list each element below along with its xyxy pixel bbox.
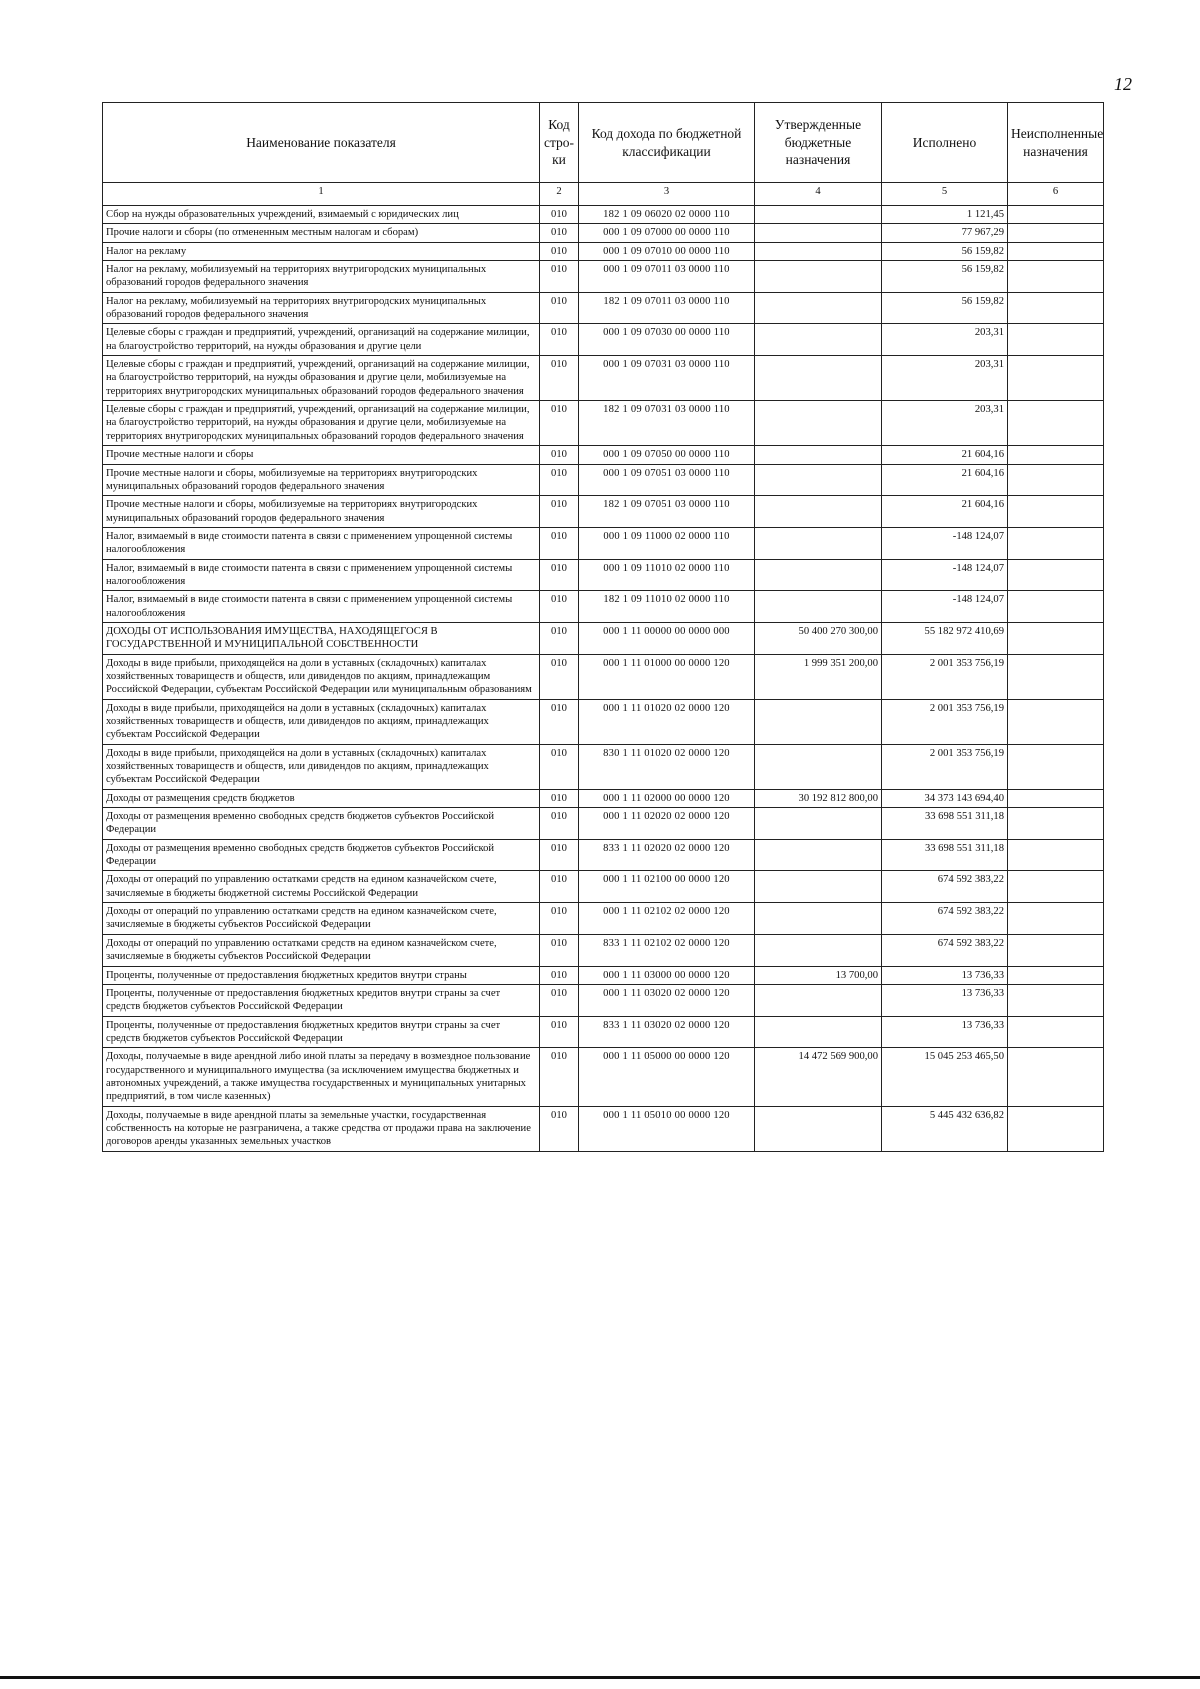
table-row <box>103 591 1104 623</box>
row-approved <box>755 261 882 293</box>
row-line-code: 010 <box>540 292 579 324</box>
row-line-code: 010 <box>540 966 579 984</box>
table-row <box>103 1106 1104 1151</box>
row-kbk-code: 000 1 11 03020 02 0000 120 <box>579 984 755 1016</box>
row-line-code: 010 <box>540 1016 579 1048</box>
row-kbk-code: 833 1 11 02020 02 0000 120 <box>579 839 755 871</box>
row-kbk-code: 182 1 09 11010 02 0000 110 <box>579 591 755 623</box>
table-row <box>103 654 1104 699</box>
row-kbk-code: 000 1 09 11000 02 0000 110 <box>579 527 755 559</box>
row-unexecuted <box>1008 699 1104 744</box>
table-row <box>103 984 1104 1016</box>
row-kbk-code: 182 1 09 06020 02 0000 110 <box>579 206 755 224</box>
row-name: Прочие налоги и сборы (по отмененным местным налогам и сборам) <box>103 224 540 242</box>
table-row <box>103 808 1104 840</box>
header-approved: Утвержденные бюджетные назначения <box>755 103 882 183</box>
row-executed: -148 124,07 <box>882 591 1008 623</box>
row-unexecuted <box>1008 984 1104 1016</box>
row-executed: 34 373 143 694,40 <box>882 789 1008 807</box>
row-unexecuted <box>1008 356 1104 401</box>
row-approved <box>755 871 882 903</box>
row-executed: -148 124,07 <box>882 527 1008 559</box>
row-approved <box>755 559 882 591</box>
row-executed: 2 001 353 756,19 <box>882 744 1008 789</box>
table-row <box>103 401 1104 446</box>
table-row <box>103 356 1104 401</box>
row-name: Доходы от размещения временно свободных средств бюджетов субъектов Российской Федерации <box>103 839 540 871</box>
table-row <box>103 527 1104 559</box>
row-kbk-code: 000 1 09 07050 00 0000 110 <box>579 446 755 464</box>
table-row <box>103 261 1104 293</box>
row-unexecuted <box>1008 401 1104 446</box>
row-line-code: 010 <box>540 356 579 401</box>
row-approved <box>755 401 882 446</box>
row-executed: 2 001 353 756,19 <box>882 699 1008 744</box>
row-executed: 56 159,82 <box>882 292 1008 324</box>
row-kbk-code: 000 1 09 07000 00 0000 110 <box>579 224 755 242</box>
row-unexecuted <box>1008 808 1104 840</box>
table-row <box>103 224 1104 242</box>
row-executed: 1 121,45 <box>882 206 1008 224</box>
table-row <box>103 559 1104 591</box>
table-row <box>103 699 1104 744</box>
row-kbk-code: 000 1 11 02102 02 0000 120 <box>579 903 755 935</box>
row-line-code: 010 <box>540 1048 579 1106</box>
table-row <box>103 292 1104 324</box>
row-executed: 56 159,82 <box>882 242 1008 260</box>
table-row <box>103 744 1104 789</box>
row-line-code: 010 <box>540 527 579 559</box>
row-kbk-code: 000 1 11 05000 00 0000 120 <box>579 1048 755 1106</box>
row-approved: 14 472 569 900,00 <box>755 1048 882 1106</box>
row-approved <box>755 496 882 528</box>
row-name: Проценты, полученные от предоставления бюджетных кредитов внутри страны <box>103 966 540 984</box>
row-unexecuted <box>1008 622 1104 654</box>
table-row <box>103 242 1104 260</box>
row-executed: 15 045 253 465,50 <box>882 1048 1008 1106</box>
row-unexecuted <box>1008 324 1104 356</box>
row-executed: 33 698 551 311,18 <box>882 839 1008 871</box>
row-line-code: 010 <box>540 903 579 935</box>
row-name: Целевые сборы с граждан и предприятий, учреждений, организаций на содержание милиции, на благоустройство территорий, на нужды образования и другие цели <box>103 324 540 356</box>
table-row <box>103 206 1104 224</box>
row-approved <box>755 206 882 224</box>
row-name: Доходы от операций по управлению остатками средств на едином казначейском счете, зачисляемые в бюджеты субъектов Российской Федерации <box>103 903 540 935</box>
row-kbk-code: 000 1 09 07030 00 0000 110 <box>579 324 755 356</box>
row-line-code: 010 <box>540 984 579 1016</box>
table-row <box>103 446 1104 464</box>
row-executed: 21 604,16 <box>882 464 1008 496</box>
row-line-code: 010 <box>540 224 579 242</box>
row-executed: 674 592 383,22 <box>882 903 1008 935</box>
row-name: Налог на рекламу, мобилизуемый на территориях внутригородских муниципальных образований городов федерального значения <box>103 292 540 324</box>
row-kbk-code: 000 1 11 01000 00 0000 120 <box>579 654 755 699</box>
row-name: Доходы, получаемые в виде арендной платы за земельные участки, государственная собственность на которые не разграничена, а также средства от продажи права на заключение договоров аренды указанных земельных участков <box>103 1106 540 1151</box>
row-unexecuted <box>1008 1048 1104 1106</box>
row-name: Сбор на нужды образовательных учреждений, взимаемый с юридических лиц <box>103 206 540 224</box>
row-kbk-code: 000 1 11 01020 02 0000 120 <box>579 699 755 744</box>
row-name: Доходы, получаемые в виде арендной либо иной платы за передачу в возмездное пользование государственного и муниципального имущества (за исключением имущества бюджетных и автономных учреждений, а также имущества государственных и муниципальных унитарных предприятий, в том числе казенных) <box>103 1048 540 1106</box>
row-line-code: 010 <box>540 496 579 528</box>
row-name: Проценты, полученные от предоставления бюджетных кредитов внутри страны за счет средств бюджетов субъектов Российской Федерации <box>103 1016 540 1048</box>
row-kbk-code: 182 1 09 07051 03 0000 110 <box>579 496 755 528</box>
row-kbk-code: 000 1 09 11010 02 0000 110 <box>579 559 755 591</box>
row-kbk-code: 000 1 09 07051 03 0000 110 <box>579 464 755 496</box>
row-approved <box>755 808 882 840</box>
row-kbk-code: 000 1 11 05010 00 0000 120 <box>579 1106 755 1151</box>
row-line-code: 010 <box>540 744 579 789</box>
row-approved <box>755 699 882 744</box>
row-kbk-code: 000 1 09 07011 03 0000 110 <box>579 261 755 293</box>
row-name: Налог, взимаемый в виде стоимости патента в связи с применением упрощенной системы налогообложения <box>103 559 540 591</box>
row-kbk-code: 833 1 11 02102 02 0000 120 <box>579 934 755 966</box>
row-unexecuted <box>1008 839 1104 871</box>
table-row <box>103 324 1104 356</box>
row-approved: 13 700,00 <box>755 966 882 984</box>
header-kbk: Код дохода по бюджетной классификации <box>579 103 755 183</box>
row-kbk-code: 182 1 09 07031 03 0000 110 <box>579 401 755 446</box>
row-line-code: 010 <box>540 789 579 807</box>
row-executed: 2 001 353 756,19 <box>882 654 1008 699</box>
table-row <box>103 1048 1104 1106</box>
column-number: 1 <box>103 183 540 206</box>
row-approved <box>755 292 882 324</box>
row-approved <box>755 464 882 496</box>
row-unexecuted <box>1008 261 1104 293</box>
row-unexecuted <box>1008 242 1104 260</box>
row-unexecuted <box>1008 224 1104 242</box>
row-line-code: 010 <box>540 324 579 356</box>
row-line-code: 010 <box>540 1106 579 1151</box>
row-approved <box>755 839 882 871</box>
row-unexecuted <box>1008 591 1104 623</box>
row-approved <box>755 984 882 1016</box>
row-unexecuted <box>1008 464 1104 496</box>
row-unexecuted <box>1008 559 1104 591</box>
table-row <box>103 464 1104 496</box>
row-name: Доходы от операций по управлению остатками средств на едином казначейском счете, зачисляемые в бюджеты субъектов Российской Федерации <box>103 934 540 966</box>
row-approved <box>755 324 882 356</box>
row-line-code: 010 <box>540 401 579 446</box>
row-approved <box>755 224 882 242</box>
row-kbk-code: 830 1 11 01020 02 0000 120 <box>579 744 755 789</box>
row-name: Доходы в виде прибыли, приходящейся на доли в уставных (складочных) капиталах хозяйственных товариществ и обществ, или дивидендов по акциям, принадлежащим Российской Федерации, субъектам Российской Федерации или муниципальным образованиям <box>103 654 540 699</box>
row-unexecuted <box>1008 1016 1104 1048</box>
row-kbk-code: 000 1 11 02100 00 0000 120 <box>579 871 755 903</box>
row-unexecuted <box>1008 446 1104 464</box>
row-unexecuted <box>1008 744 1104 789</box>
row-line-code: 010 <box>540 559 579 591</box>
row-line-code: 010 <box>540 699 579 744</box>
row-unexecuted <box>1008 934 1104 966</box>
row-executed: 56 159,82 <box>882 261 1008 293</box>
row-kbk-code: 182 1 09 07011 03 0000 110 <box>579 292 755 324</box>
row-name: Доходы от операций по управлению остатками средств на едином казначейском счете, зачисляемые в бюджеты бюджетной системы Российской Федерации <box>103 871 540 903</box>
row-approved <box>755 446 882 464</box>
table-row <box>103 934 1104 966</box>
row-unexecuted <box>1008 654 1104 699</box>
row-name: Прочие местные налоги и сборы, мобилизуемые на территориях внутригородских муниципальных образований городов федерального значения <box>103 464 540 496</box>
row-line-code: 010 <box>540 446 579 464</box>
row-unexecuted <box>1008 871 1104 903</box>
column-number: 6 <box>1008 183 1104 206</box>
row-unexecuted <box>1008 206 1104 224</box>
row-kbk-code: 833 1 11 03020 02 0000 120 <box>579 1016 755 1048</box>
row-name: Целевые сборы с граждан и предприятий, учреждений, организаций на содержание милиции, на благоустройство территорий, на нужды образования и другие цели, мобилизуемые на территориях внутригородских муниципальных образований городов федерального значения <box>103 401 540 446</box>
row-unexecuted <box>1008 1106 1104 1151</box>
row-name: Прочие местные налоги и сборы <box>103 446 540 464</box>
row-line-code: 010 <box>540 871 579 903</box>
row-name: Прочие местные налоги и сборы, мобилизуемые на территориях внутригородских муниципальных образований городов федерального значения <box>103 496 540 528</box>
row-unexecuted <box>1008 527 1104 559</box>
column-number: 3 <box>579 183 755 206</box>
table-body <box>103 206 1104 1152</box>
row-line-code: 010 <box>540 622 579 654</box>
table-row <box>103 839 1104 871</box>
row-approved: 1 999 351 200,00 <box>755 654 882 699</box>
row-approved <box>755 903 882 935</box>
row-unexecuted <box>1008 292 1104 324</box>
page-number: 12 <box>1114 74 1132 94</box>
row-executed: -148 124,07 <box>882 559 1008 591</box>
page-bottom-rule <box>0 1676 1200 1679</box>
row-executed: 674 592 383,22 <box>882 934 1008 966</box>
table-header-row <box>103 103 1104 183</box>
row-executed: 203,31 <box>882 401 1008 446</box>
row-kbk-code: 000 1 09 07031 03 0000 110 <box>579 356 755 401</box>
row-name: Доходы от размещения средств бюджетов <box>103 789 540 807</box>
row-name: ДОХОДЫ ОТ ИСПОЛЬЗОВАНИЯ ИМУЩЕСТВА, НАХОДЯЩЕГОСЯ В ГОСУДАРСТВЕННОЙ И МУНИЦИПАЛЬНОЙ СОБСТВЕННОСТИ <box>103 622 540 654</box>
header-executed: Исполнено <box>882 103 1008 183</box>
row-unexecuted <box>1008 789 1104 807</box>
table-row <box>103 1016 1104 1048</box>
column-number: 4 <box>755 183 882 206</box>
row-unexecuted <box>1008 903 1104 935</box>
row-approved <box>755 1016 882 1048</box>
row-kbk-code: 000 1 11 02000 00 0000 120 <box>579 789 755 807</box>
row-approved <box>755 744 882 789</box>
row-line-code: 010 <box>540 654 579 699</box>
table-row <box>103 966 1104 984</box>
row-kbk-code: 000 1 11 03000 00 0000 120 <box>579 966 755 984</box>
row-kbk-code: 000 1 11 00000 00 0000 000 <box>579 622 755 654</box>
row-kbk-code: 000 1 09 07010 00 0000 110 <box>579 242 755 260</box>
row-executed: 55 182 972 410,69 <box>882 622 1008 654</box>
row-unexecuted <box>1008 496 1104 528</box>
row-approved <box>755 1106 882 1151</box>
row-executed: 5 445 432 636,82 <box>882 1106 1008 1151</box>
row-approved <box>755 356 882 401</box>
row-approved: 30 192 812 800,00 <box>755 789 882 807</box>
header-line-code: Код стро-ки <box>540 103 579 183</box>
row-name: Налог, взимаемый в виде стоимости патента в связи с применением упрощенной системы налогообложения <box>103 527 540 559</box>
row-line-code: 010 <box>540 839 579 871</box>
table-row <box>103 496 1104 528</box>
row-executed: 13 736,33 <box>882 984 1008 1016</box>
row-name: Доходы в виде прибыли, приходящейся на доли в уставных (складочных) капиталах хозяйственных товариществ и обществ, или дивидендов по акциям, принадлежащих субъектам Российской Федерации <box>103 699 540 744</box>
row-line-code: 010 <box>540 261 579 293</box>
table-row <box>103 622 1104 654</box>
row-name: Доходы от размещения временно свободных средств бюджетов субъектов Российской Федерации <box>103 808 540 840</box>
row-line-code: 010 <box>540 206 579 224</box>
row-line-code: 010 <box>540 808 579 840</box>
row-executed: 77 967,29 <box>882 224 1008 242</box>
column-number: 5 <box>882 183 1008 206</box>
column-number: 2 <box>540 183 579 206</box>
row-name: Доходы в виде прибыли, приходящейся на доли в уставных (складочных) капиталах хозяйственных товариществ и обществ, или дивидендов по акциям, принадлежащих субъектам Российской Федерации <box>103 744 540 789</box>
header-name: Наименование показателя <box>103 103 540 183</box>
row-name: Налог на рекламу, мобилизуемый на территориях внутригородских муниципальных образований городов федерального значения <box>103 261 540 293</box>
table-row <box>103 903 1104 935</box>
row-executed: 21 604,16 <box>882 496 1008 528</box>
row-name: Налог, взимаемый в виде стоимости патента в связи с применением упрощенной системы налогообложения <box>103 591 540 623</box>
table-row <box>103 871 1104 903</box>
row-line-code: 010 <box>540 464 579 496</box>
row-approved <box>755 934 882 966</box>
row-executed: 13 736,33 <box>882 966 1008 984</box>
row-line-code: 010 <box>540 934 579 966</box>
row-kbk-code: 000 1 11 02020 02 0000 120 <box>579 808 755 840</box>
row-unexecuted <box>1008 966 1104 984</box>
row-approved <box>755 527 882 559</box>
row-name: Целевые сборы с граждан и предприятий, учреждений, организаций на содержание милиции, на благоустройство территорий, на нужды образования и другие цели, мобилизуемые на территориях внутригородских муниципальных образований городов федерального значения <box>103 356 540 401</box>
table-row <box>103 789 1104 807</box>
row-approved: 50 400 270 300,00 <box>755 622 882 654</box>
row-executed: 13 736,33 <box>882 1016 1008 1048</box>
row-approved <box>755 591 882 623</box>
row-executed: 203,31 <box>882 324 1008 356</box>
row-name: Налог на рекламу <box>103 242 540 260</box>
row-name: Проценты, полученные от предоставления бюджетных кредитов внутри страны за счет средств бюджетов субъектов Российской Федерации <box>103 984 540 1016</box>
row-executed: 33 698 551 311,18 <box>882 808 1008 840</box>
row-executed: 21 604,16 <box>882 446 1008 464</box>
row-executed: 203,31 <box>882 356 1008 401</box>
row-approved <box>755 242 882 260</box>
row-line-code: 010 <box>540 242 579 260</box>
column-number-row <box>103 183 1104 206</box>
row-line-code: 010 <box>540 591 579 623</box>
header-unexecuted: Неисполненные назначения <box>1008 103 1104 183</box>
revenue-table <box>102 102 1104 1152</box>
row-executed: 674 592 383,22 <box>882 871 1008 903</box>
